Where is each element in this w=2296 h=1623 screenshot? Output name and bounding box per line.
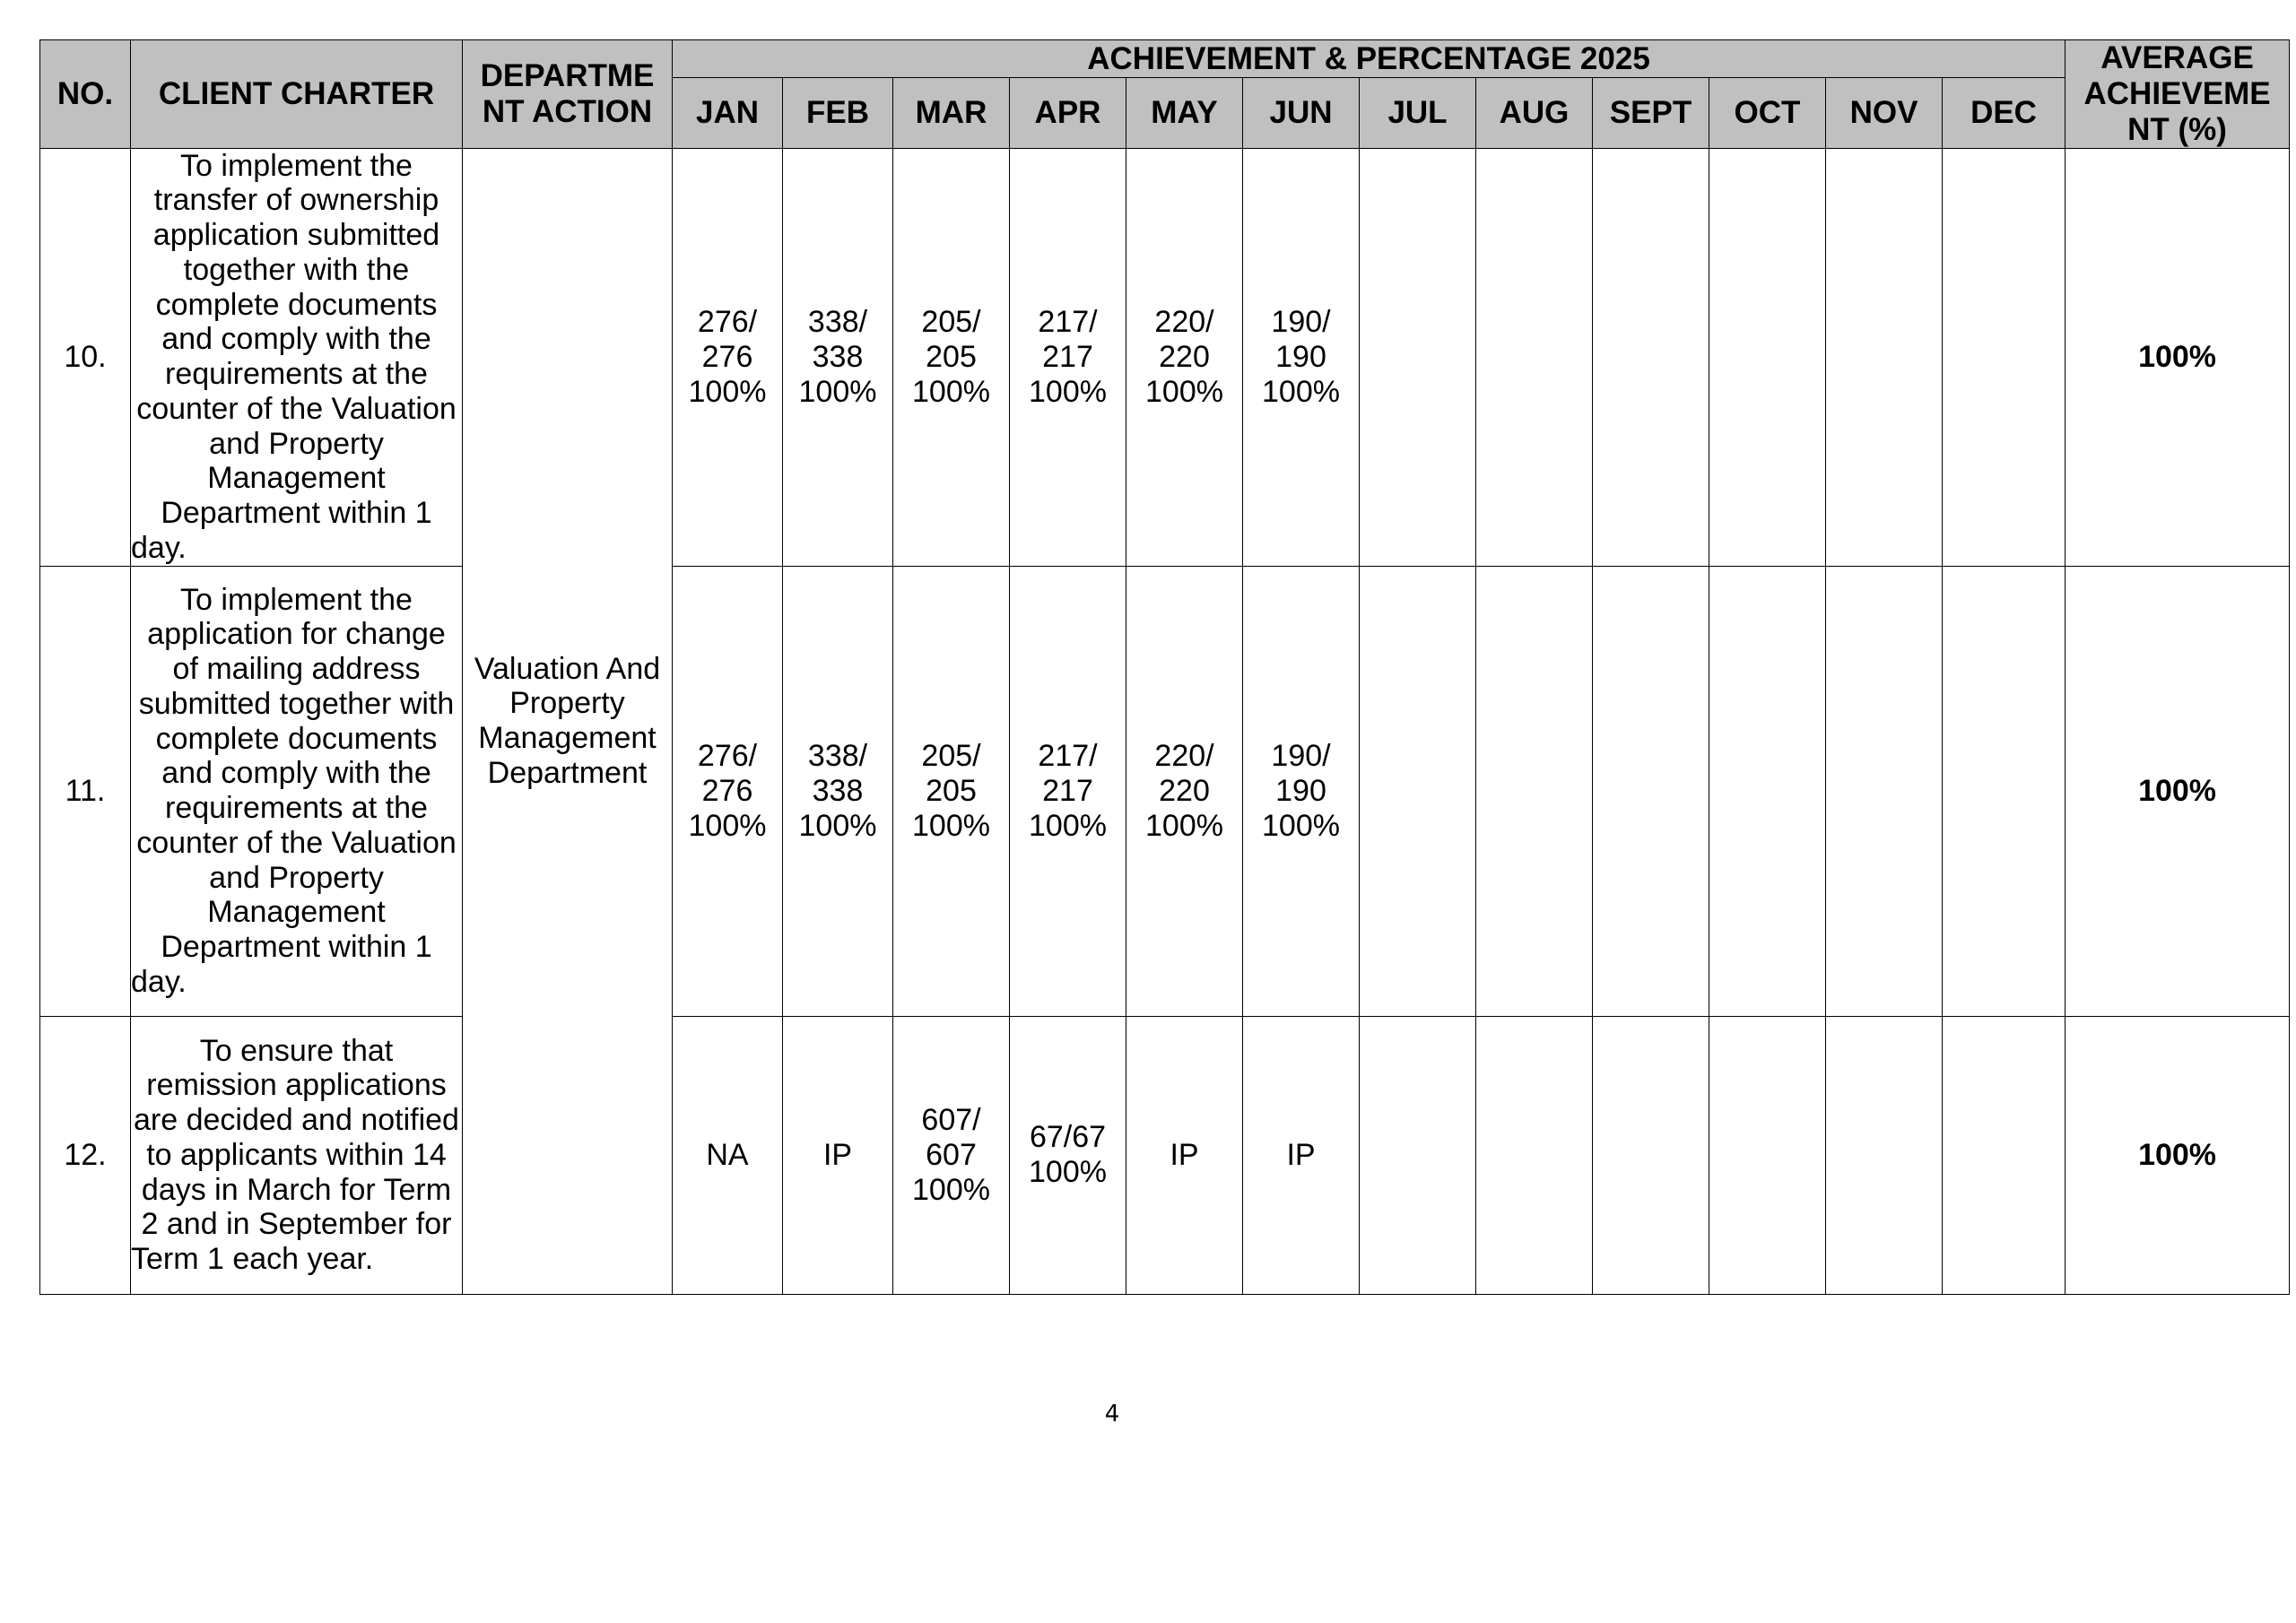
header-achievement-percentage: ACHIEVEMENT & PERCENTAGE 2025 [673,40,2066,78]
cell-nov [1826,1016,1943,1294]
cell-mar [893,1016,1010,1294]
cell-jul [1360,566,1476,1016]
cell-may [1126,566,1243,1016]
header-no: NO. [40,40,131,149]
cell-value: IP [822,1137,853,1172]
header-month-apr: APR [1010,78,1126,148]
cell-jan [673,148,783,566]
cell-apr [1010,148,1126,566]
header-month-dec: DEC [1943,78,2066,148]
header-month-jan: JAN [673,78,783,148]
cell-apr [1010,1016,1126,1294]
cell-value: IP [1286,1137,1316,1172]
cell-jun [1243,148,1360,566]
cell-jul [1360,1016,1476,1294]
cell-dec [1943,566,2066,1016]
cell-sept [1593,1016,1709,1294]
header-month-sept: SEPT [1593,78,1709,148]
cell-jan [673,566,783,1016]
department-action-cell: Valuation And Property Management Department [463,148,673,1294]
cell-value: 276/ 276 100% [688,739,767,843]
table-row [40,566,2290,1016]
cell-oct [1709,148,1826,566]
cell-nov [1826,566,1943,1016]
header-month-may: MAY [1126,78,1243,148]
cell-value: IP [1170,1137,1199,1172]
average-achievement-cell: 100% [2066,148,2290,566]
table-row [40,1016,2290,1294]
header-month-aug: AUG [1476,78,1593,148]
client-charter-text: To implement the application for change of mailing address submitted together with complete documents and comply with the requirements at the counter of the Valuation and Property Management Department within 1 day. [131,566,463,1016]
cell-aug [1476,1016,1593,1294]
client-charter-table [39,39,2290,1295]
header-department-action: DEPARTME NT ACTION [463,40,673,149]
cell-feb [783,1016,893,1294]
header-month-mar: MAR [893,78,1010,148]
cell-sept [1593,566,1709,1016]
cell-value: 67/67 100% [1029,1120,1107,1190]
cell-nov [1826,148,1943,566]
cell-jan [673,1016,783,1294]
cell-jun [1243,1016,1360,1294]
client-charter-text: To ensure that remission applications are decided and notified to applicants within 14 days in March for Term 2 and in September for Term 1 each year. [131,1016,463,1294]
table-body [40,148,2290,1294]
header-average-achievement: AVERAGE ACHIEVEME NT (%) [2066,40,2290,149]
table-row [40,148,2290,566]
cell-mar [893,566,1010,1016]
cell-jun [1243,566,1360,1016]
cell-value: 338/ 338 100% [798,739,877,843]
header-month-nov: NOV [1826,78,1943,148]
cell-mar [893,148,1010,566]
cell-value: 217/ 217 100% [1029,305,1107,409]
cell-apr [1010,566,1126,1016]
cell-value: 276/ 276 100% [688,305,767,409]
cell-may [1126,1016,1243,1294]
cell-feb [783,566,893,1016]
cell-value: 190/ 190 100% [1262,305,1340,409]
cell-value: 220/ 220 100% [1145,305,1223,409]
cell-aug [1476,566,1593,1016]
row-number: 12. [40,1016,131,1294]
cell-value: NA [706,1137,749,1172]
header-month-oct: OCT [1709,78,1826,148]
header-month-feb: FEB [783,78,893,148]
page-number: 4 [1104,1401,1120,1428]
cell-sept [1593,148,1709,566]
row-number: 10. [40,148,131,566]
cell-value: 220/ 220 100% [1145,739,1223,843]
header-month-jun: JUN [1243,78,1360,148]
cell-oct [1709,566,1826,1016]
cell-dec [1943,1016,2066,1294]
cell-may [1126,148,1243,566]
client-charter-text: To implement the transfer of ownership application submitted together with the complete documents and comply with the requirements at the counter of the Valuation and Property Management Department within 1 day. [131,148,463,566]
cell-value: 205/ 205 100% [912,739,990,843]
cell-aug [1476,148,1593,566]
cell-value: 217/ 217 100% [1029,739,1107,843]
cell-value: 205/ 205 100% [912,305,990,409]
header-client-charter: CLIENT CHARTER [131,40,463,149]
cell-value: 190/ 190 100% [1262,739,1340,843]
cell-feb [783,148,893,566]
cell-oct [1709,1016,1826,1294]
cell-value: 607/ 607 100% [912,1103,990,1207]
average-achievement-cell: 100% [2066,566,2290,1016]
row-number: 11. [40,566,131,1016]
cell-value: 338/ 338 100% [798,305,877,409]
average-achievement-cell: 100% [2066,1016,2290,1294]
cell-dec [1943,148,2066,566]
table-header [40,40,2290,149]
header-month-jul: JUL [1360,78,1476,148]
cell-jul [1360,148,1476,566]
